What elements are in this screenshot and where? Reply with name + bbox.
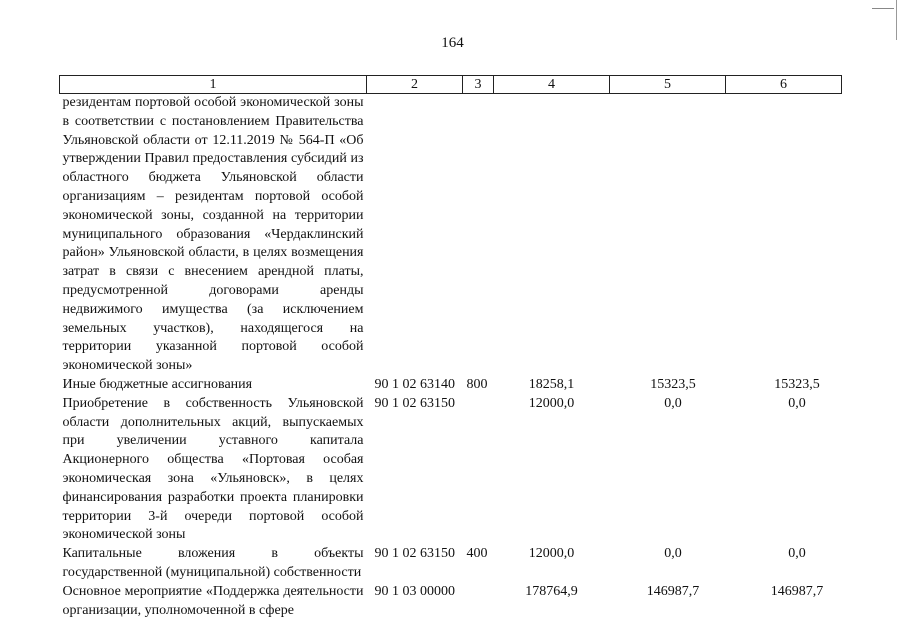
- row-value-5: 0,0: [664, 546, 682, 562]
- row-description: Приобретение в собственность Ульяновской области дополнительных акций, выпускаемых при увеличении уставного капитала Акционерного общества «Портовая особая экономическая зона «Ульяновск», в целях финансирования разработки проекта планировки территории 3-й очереди портовой особой экономической зоны: [62, 395, 364, 543]
- column-header: 2: [367, 76, 463, 94]
- row-value-4: 12000,0: [528, 546, 575, 562]
- row-code: [367, 94, 463, 376]
- budget-table: [59, 75, 842, 620]
- table-row: [60, 583, 842, 621]
- column-header: 6: [726, 76, 842, 94]
- row-value-5: 0,0: [664, 395, 682, 411]
- row-expense-type: [463, 395, 494, 545]
- row-expense-type: 800: [466, 376, 488, 392]
- column-header: 3: [463, 76, 494, 94]
- row-value-5: 146987,7: [646, 583, 700, 599]
- table-row: [60, 376, 842, 395]
- row-code: 90 1 02 63150: [374, 395, 455, 411]
- row-value-6: 0,0: [788, 546, 806, 562]
- row-description: резидентам портовой особой экономической зоны в соответствии с постановлением Правительства Ульяновской области от 12.11.2019 № 564-П «Об утверждении Правил предоставления субсидий из областного бюджета Ульяновской области организациям – резидентам портовой особой экономической зоны, созданной на территории муниципального образования «Чердаклинский район» Ульяновской области, в целях возмещения затрат в связи с внесением арендной платы, предусмотренной договорами аренды недвижимого имущества (за исключением земельных участков), находящегося на территории указанной портовой особой экономической зоны»: [62, 95, 364, 374]
- table-row: [60, 94, 842, 376]
- row-expense-type: [463, 94, 494, 376]
- row-value-6: 0,0: [788, 395, 806, 411]
- row-value-4: 12000,0: [528, 395, 575, 411]
- row-value-4: 178764,9: [525, 583, 578, 599]
- row-value-4: 18258,1: [528, 376, 575, 392]
- row-description: Основное мероприятие «Поддержка деятельности организации, уполномоченной в сфере: [62, 583, 364, 618]
- row-value-6: 146987,7: [770, 583, 824, 599]
- row-description: Иные бюджетные ассигнования: [62, 376, 253, 392]
- table-row: [60, 395, 842, 545]
- row-value-5: [610, 94, 726, 376]
- scan-corner-mark: [866, 0, 897, 40]
- page-number: 164: [441, 35, 464, 51]
- row-value-5: 15323,5: [650, 376, 696, 392]
- column-header: 4: [494, 76, 610, 94]
- row-code: 90 1 02 63140: [374, 376, 455, 392]
- row-code: 90 1 02 63150: [374, 546, 455, 562]
- column-header: 1: [60, 76, 367, 94]
- table-header-row: [60, 76, 842, 94]
- column-header: 5: [610, 76, 726, 94]
- row-code: 90 1 03 00000: [374, 583, 455, 599]
- row-value-6: 15323,5: [774, 376, 820, 392]
- row-description: Капитальные вложения в объекты государственной (муниципальной) собственности: [62, 546, 364, 580]
- table-row: [60, 545, 842, 583]
- row-expense-type: 400: [466, 546, 488, 562]
- row-value-4: [494, 94, 610, 376]
- row-value-6: [726, 94, 842, 376]
- row-expense-type: [463, 583, 494, 621]
